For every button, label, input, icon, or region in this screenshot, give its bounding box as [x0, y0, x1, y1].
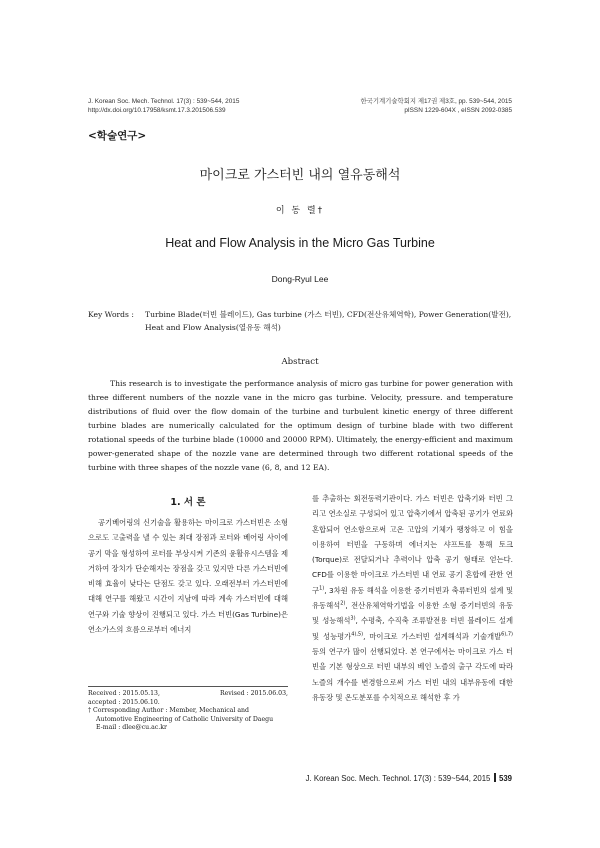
citation-ref[interactable]: 3): [350, 615, 356, 622]
page-number: 539: [498, 774, 512, 783]
body-text: , 수평축, 수직축 조류발전용 터빈 블레이드 설계 및 성능평가: [312, 616, 513, 641]
keywords-line: Turbine Blade(터빈 블레이드), Gas turbine (가스 터빈), CFD(전산유체역학), Power Generation(발전),: [145, 310, 512, 319]
keywords-list: [145, 308, 517, 334]
abstract-body: This research is to investigate the performance analysis of micro gas turbine for power generation with three different numbers of the nozzle vane in the micro gas turbine. Velocity, pressure. and temperature distributions of fluid over the flow domain of the turbine and turbulent kinetic energy of three different turbine blades are numerically calculated for the optimum design of turbine blade with two different rotational speeds of the turbine blade (10000 and 20000 RPM). Ultimately, the energy-efficient and maximum power-generated shape of the nozzle vane are determined through two different rotational speeds of the turbine with three shapes of the nozzle vane (6, 8, and 12 EA).: [88, 379, 513, 472]
doi-link[interactable]: http://dx.doi.org/10.17958/ksmt.17.3.201506.539: [88, 106, 226, 114]
issn-line: pISSN 1229-604X , eISSN 2092-0385: [404, 106, 512, 114]
citation-line-ko: 한국기계기술학회지 제17권 제3호, pp. 539~544, 2015: [360, 98, 512, 105]
revised-date: Revised : 2015.06.03,: [219, 690, 288, 697]
title-korean: 마이크로 가스터빈 내의 열유동해석: [199, 168, 401, 183]
citation-ref[interactable]: 6),7): [501, 631, 513, 638]
footer-separator: [494, 773, 496, 782]
page-footer: [306, 773, 512, 783]
abstract-heading: Abstract: [281, 357, 319, 367]
body-column-left: 공기베어링의 신기술을 활용하는 마이크로 가스터빈은 소형으로도 고출력을 낼 수 있는 최대 장점과 로터와 베어링 사이에 공기 막을 형성하여 로터를 부상시켜 기존의 윤활유시스템을 제거하여 장치가 단순해지는 장점을 갖고 있지만 다른 가스터빈에 비해 효율이 낮다는 단점도 갖고 있다. 오래전부터 가스터빈에 대해 연구를 해왔고 시간이 지남에 따라 계속 가스터빈에 대해 연구와 기술 향상이 진행되고 있다. 가스 터빈(Gas Turbine)은 연소가스의 흐름으로부터 에너지: [88, 518, 288, 635]
section-heading: 1. 서 론: [170, 497, 206, 508]
author-english: Dong-Ryul Lee: [271, 274, 329, 284]
footnote: [88, 690, 288, 733]
body-text: 를 추출하는 회전동력기관이다. 가스 터빈은 압축기와 터빈 그리고 연소실로 구성되어 있고 압축기에서 압축된 공기가 연료와 혼합되어 연소함으로써 고온 고압의 기체가 팽창하고 이 힘을 이용하여 터빈을 구동하며 에너지는 샤프트를 통해 토크(Torque)로 전달되거나 추력이나 압축 공기 형태로 얻는다. CFD를 이용한 마이크로 가스터빈 내 연료 공기 혼합에 관한 연구: [312, 494, 513, 595]
author-affiliation: Automotive Engineering of Catholic University of Daegu: [96, 715, 274, 723]
footer-citation: J. Korean Soc. Mech. Technol. 17(3) : 539~544, 2015: [305, 774, 491, 783]
keywords-line: Heat and Flow Analysis(열유동 해석): [145, 323, 281, 332]
title-english: Heat and Flow Analysis in the Micro Gas Turbine: [165, 236, 435, 250]
body-text: 등의 연구가 많이 선행되었다. 본 연구에서는 마이크로 가스 터빈을 기본 형상으로 터빈 내부의 베인 노즐의 출구 각도에 따라 노즐의 개수를 변경함으로써 가스 터빈 내의 내부유동에 대한 유동장 및 온도분포를 수치적으로 해석한 후 가: [312, 646, 513, 702]
citation-line: J. Korean Soc. Mech. Technol. 17(3) : 539~544, 2015: [88, 98, 240, 105]
body-column-right: [312, 491, 513, 705]
corresponding-author: † Corresponding Author : Member, Mechanical and: [88, 707, 249, 714]
author-email[interactable]: E-mail : dlee@cu.ac.kr: [96, 724, 167, 731]
journal-citation-right: [272, 98, 512, 115]
accepted-date: accepted : 2015.06.10.: [88, 698, 160, 706]
body-text: , 전산유체역학기법을 이용한 소형 증기터빈의 유동 및 성능해석: [312, 601, 513, 626]
citation-ref[interactable]: 2): [340, 600, 346, 607]
received-date: Received : 2015.05.13,: [88, 690, 160, 697]
citation-ref[interactable]: 4),5): [351, 631, 364, 638]
footnote-divider: [88, 686, 288, 687]
citation-ref[interactable]: 1): [319, 585, 325, 592]
author-korean: 이 동 렬†: [275, 206, 325, 216]
body-text: , 마이크로 가스터빈 설계해석과 기술개발: [363, 631, 502, 641]
body-text: , 3차원 유동 해석을 이용한 증기터빈과 축류터빈의 설계 및 유동해석: [312, 585, 513, 611]
keywords-label: Key Words :: [88, 310, 134, 319]
article-category: <학술연구>: [88, 130, 147, 142]
